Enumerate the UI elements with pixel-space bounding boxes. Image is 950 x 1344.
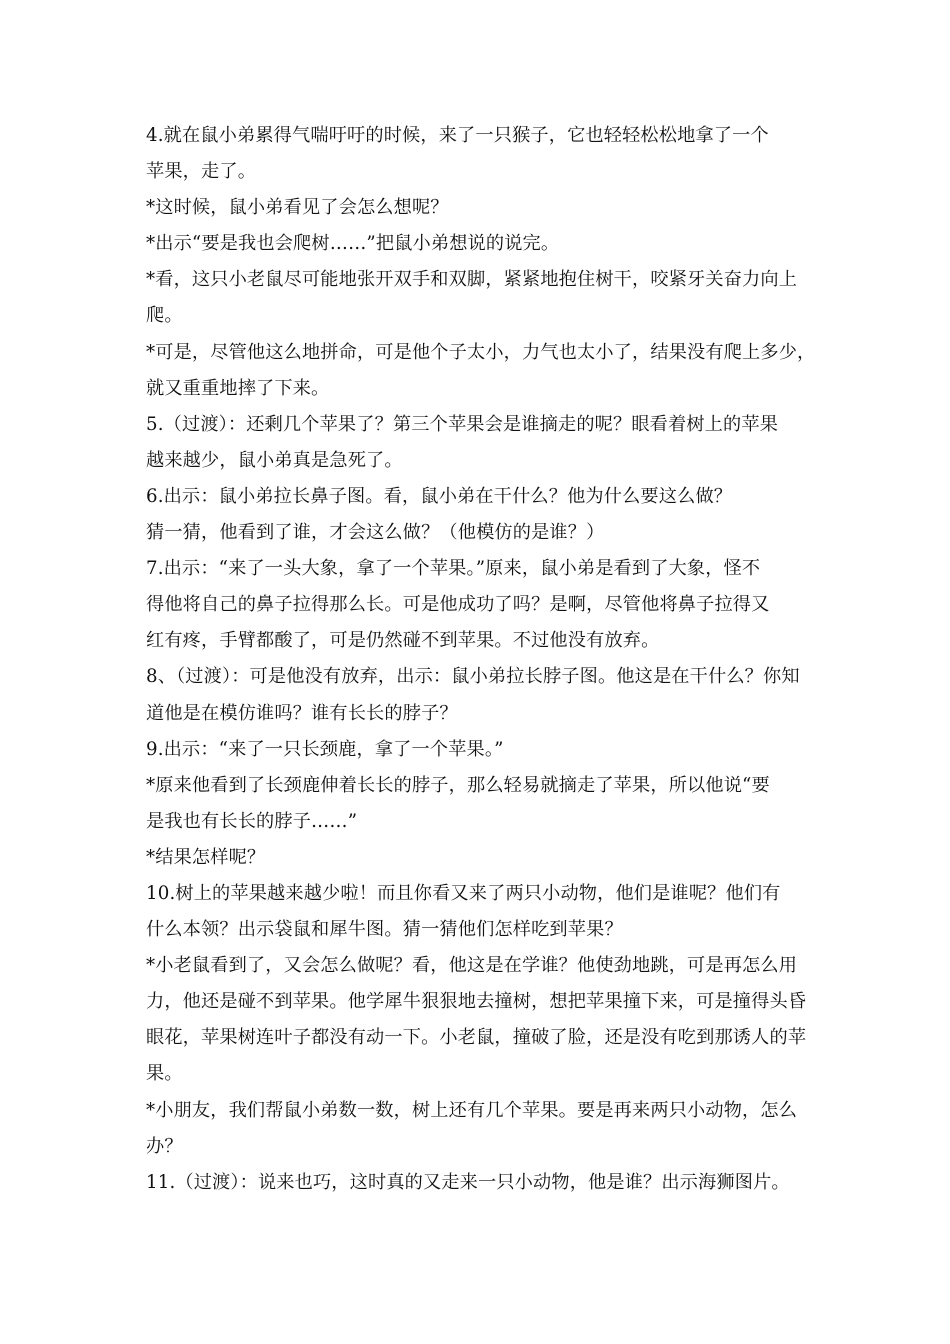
text-line: 越来越少，鼠小弟真是急死了。 xyxy=(146,449,403,471)
text-line: *这时候，鼠小弟看见了会怎么想呢？ xyxy=(146,197,449,219)
text-line: *可是，尽管他这么地拼命，可是他个子太小，力气也太小了，结果没有爬上多少， xyxy=(146,341,816,363)
text-line: 眼花，苹果树连叶子都没有动一下。小老鼠，撞破了脸，还是没有吃到那诱人的苹 xyxy=(146,1027,807,1049)
text-line: 力，他还是碰不到苹果。他学犀牛狠狠地去撞树，想把苹果撞下来，可是撞得头昏 xyxy=(146,991,807,1013)
text-line: *结果怎样呢？ xyxy=(146,846,266,868)
text-line: 办？ xyxy=(146,1135,183,1157)
text-line: *看，这只小老鼠尽可能地张开双手和双脚，紧紧地抱住树干，咬紧牙关奋力向上 xyxy=(146,269,798,291)
text-line: 果。 xyxy=(146,1063,183,1085)
text-line: 是我也有长长的脖子……” xyxy=(146,810,358,832)
text-line: 苹果，走了。 xyxy=(146,161,257,183)
text-line: 10.树上的苹果越来越少啦！而且你看又来了两只小动物，他们是谁呢？他们有 xyxy=(146,882,781,904)
document-body xyxy=(146,118,814,1201)
text-line: 7.出示：“来了一头大象，拿了一个苹果。”原来，鼠小弟是看到了大象，怪不 xyxy=(146,558,761,580)
text-line: 6.出示：鼠小弟拉长鼻子图。看，鼠小弟在干什么？他为什么要这么做？ xyxy=(146,485,733,507)
text-line: 道他是在模仿谁吗？谁有长长的脖子？ xyxy=(146,702,458,724)
text-line: *小老鼠看到了，又会怎么做呢？看，他这是在学谁？他使劲地跳，可是再怎么用 xyxy=(146,955,798,977)
text-line: 8、（过渡）：可是他没有放弃，出示：鼠小弟拉长脖子图。他这是在干什么？你知 xyxy=(146,666,800,688)
text-line: 5.（过渡）：还剩几个苹果了？第三个苹果会是谁摘走的呢？眼看着树上的苹果 xyxy=(146,413,779,435)
text-line: 11.（过渡）：说来也巧，这时真的又走来一只小动物，他是谁？出示海狮图片。 xyxy=(146,1171,790,1193)
text-line: 4.就在鼠小弟累得气喘吁吁的时候，来了一只猴子，它也轻轻松松地拿了一个 xyxy=(146,125,769,146)
text-line: 爬。 xyxy=(146,305,183,327)
text-line: 红有疼，手臂都酸了，可是仍然碰不到苹果。不过他没有放弃。 xyxy=(146,630,660,652)
text-line: 就又重重地摔了下来。 xyxy=(146,377,330,399)
text-line: *小朋友，我们帮鼠小弟数一数，树上还有几个苹果。要是再来两只小动物，怎么 xyxy=(146,1099,798,1121)
text-line: 什么本领？出示袋鼠和犀牛图。猜一猜他们怎样吃到苹果？ xyxy=(146,919,623,941)
text-line: 得他将自己的鼻子拉得那么长。可是他成功了吗？是啊，尽管他将鼻子拉得又 xyxy=(146,594,770,616)
text-line: 猜一猜，他看到了谁，才会这么做？（他模仿的是谁？） xyxy=(146,522,605,544)
text-line: *原来他看到了长颈鹿伸着长长的脖子，那么轻易就摘走了苹果，所以他说“要 xyxy=(146,774,770,796)
text-line: 9.出示：“来了一只长颈鹿，拿了一个苹果。” xyxy=(146,738,504,760)
text-line: *出示“要是我也会爬树……”把鼠小弟想说的说完。 xyxy=(146,233,560,255)
